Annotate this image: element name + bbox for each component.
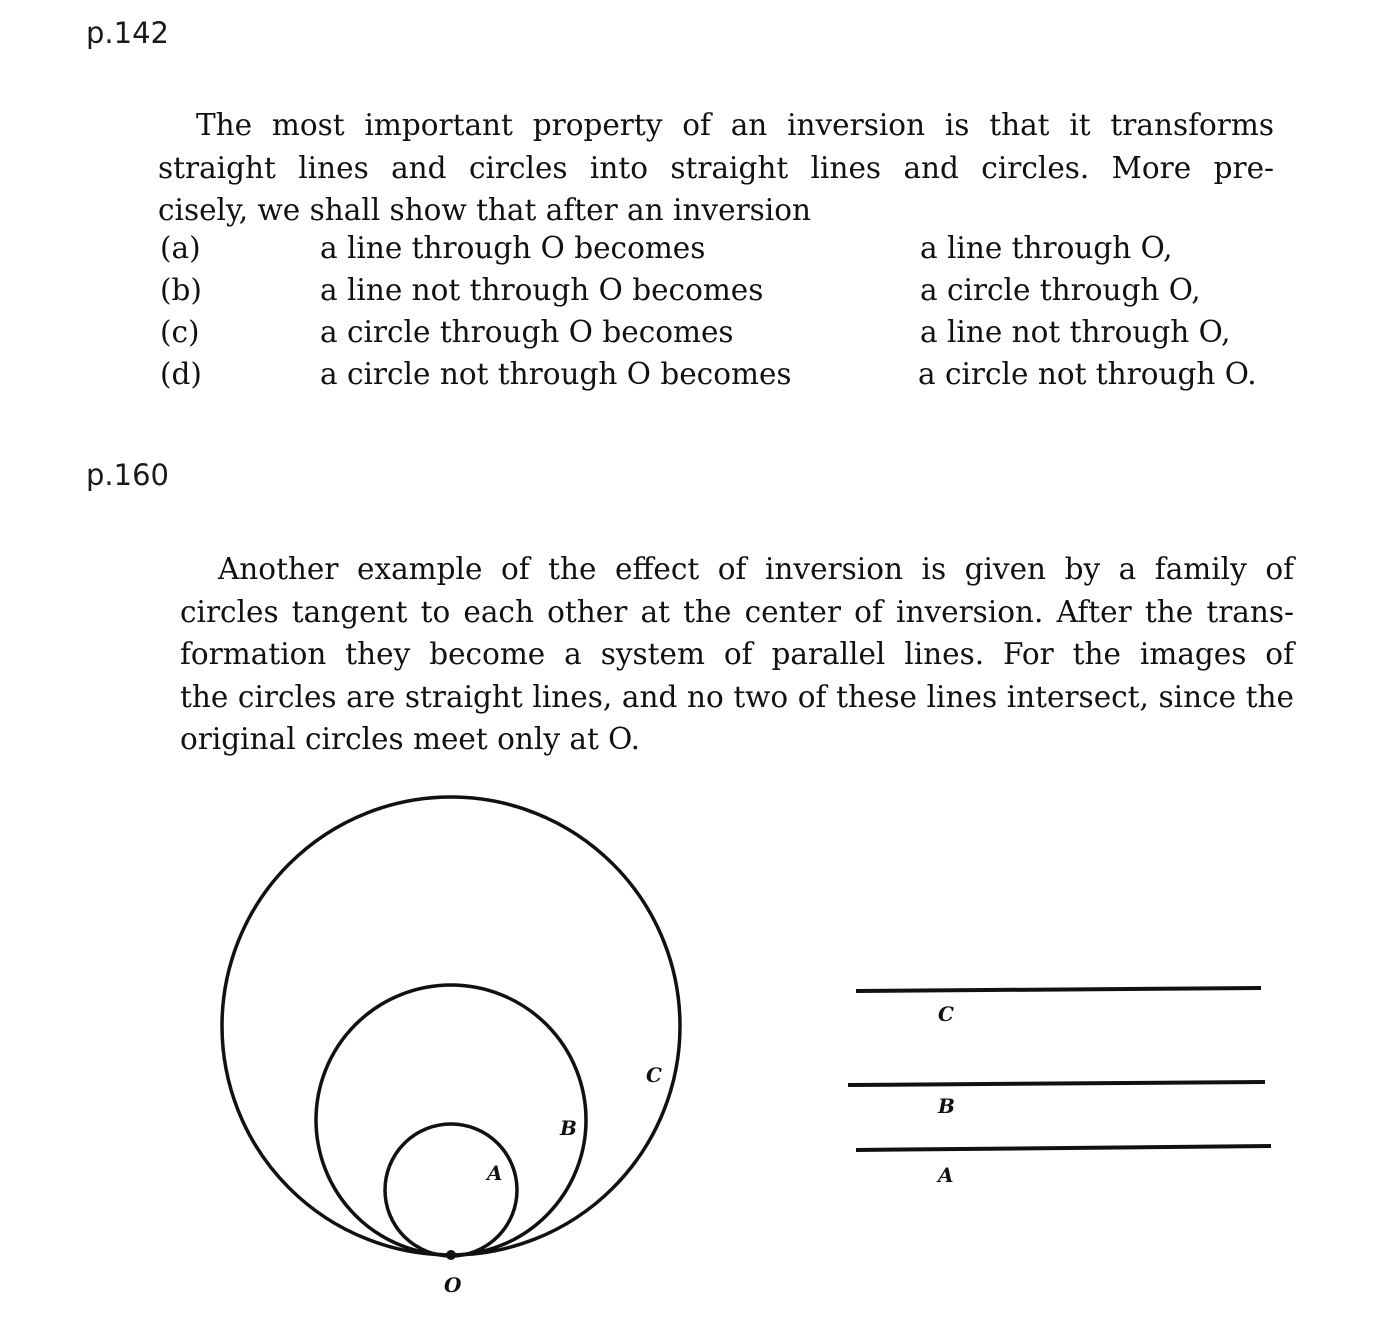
case-to-c: a line not through O, [920,315,1231,349]
case-to-a: a line through O, [920,231,1173,265]
case-to-d: a circle not through O. [918,357,1257,391]
parallel-lines [848,988,1271,1150]
circle-label-a: A [487,1161,503,1185]
line-a [856,1146,1271,1150]
text-line: The most important property of an inversion is that it transforms [196,108,1274,142]
tangent-circles [222,797,680,1256]
text-line: straight lines and circles into straight lines and circles. More pre- [158,150,1274,185]
case-tag-a: (a) [160,231,201,265]
line-label-a: A [938,1163,954,1187]
circle-label-b: B [560,1116,577,1140]
circle-c [222,797,680,1255]
circle-a [385,1124,517,1256]
case-from-c: a circle through O becomes [320,315,734,349]
text-line: circles tangent to each other at the center of inversion. After the trans- [180,594,1294,629]
case-from-b: a line not through O becomes [320,273,764,307]
page-label-160: p.160 [86,458,169,492]
circle-label-c: C [646,1063,662,1087]
page-label-142: p.142 [86,16,169,50]
line-c [856,988,1261,991]
text-line: original circles meet only at O. [180,722,641,756]
text-line: formation they become a system of parallel lines. For the images of [180,637,1294,671]
case-tag-b: (b) [160,273,202,307]
case-tag-c: (c) [160,315,200,349]
circle-b [316,985,586,1255]
text-line: cisely, we shall show that after an inversion [158,193,812,227]
center-label: O [444,1273,462,1297]
line-b [848,1082,1265,1085]
line-label-b: B [938,1094,955,1118]
center-point [446,1250,456,1260]
line-label-c: C [938,1002,954,1026]
case-to-b: a circle through O, [920,273,1201,307]
case-tag-d: (d) [160,357,202,391]
case-from-d: a circle not through O becomes [320,357,792,391]
text-line: Another example of the effect of inversion is given by a family of [218,552,1294,586]
case-from-a: a line through O becomes [320,231,706,265]
text-line: the circles are straight lines, and no two of these lines intersect, since the [180,679,1294,714]
